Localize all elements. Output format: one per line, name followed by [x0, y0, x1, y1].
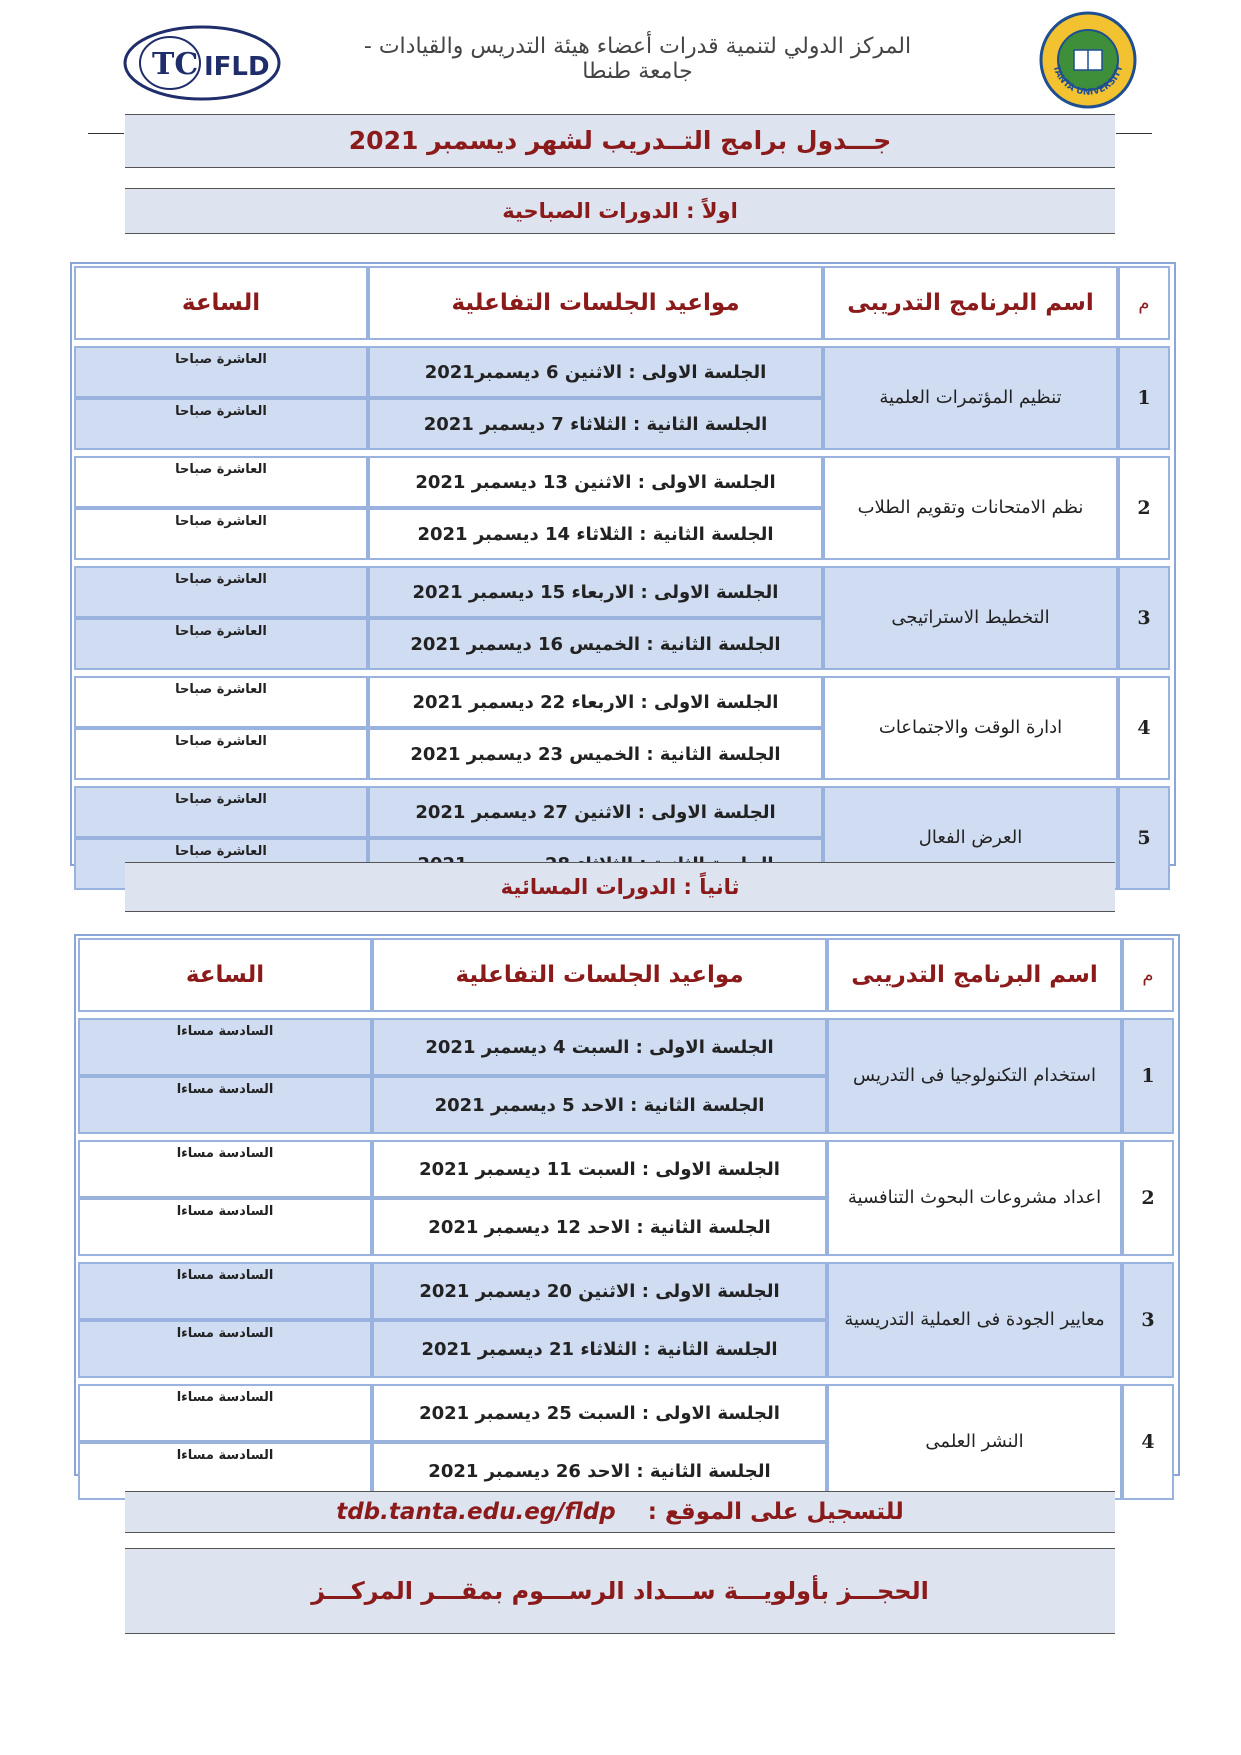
session-second: الجلسة الثانية : الاحد 26 ديسمبر 2021: [372, 1442, 827, 1500]
col-program-header: اسم البرنامج التدريبى: [823, 266, 1118, 340]
session-time: السادسة مساءا: [78, 1384, 372, 1442]
booking-note: الحجـــز بأولويـــة ســـداد الرســـوم بمقـــر المركـــز: [125, 1548, 1115, 1634]
program-name: تنظيم المؤتمرات العلمية: [823, 346, 1118, 450]
schedule-row: [78, 1018, 1174, 1076]
session-time: السادسة مساءا: [78, 1442, 372, 1500]
tanta-logo-text: TANTA UNIVERSITY: [1050, 64, 1126, 98]
session-first: الجلسة الاولى : الاثنين 13 ديسمبر 2021: [368, 456, 823, 508]
session-time: السادسة مساءا: [78, 1262, 372, 1320]
col-time-header: الساعة: [78, 938, 372, 1012]
schedule-row: [74, 566, 1170, 618]
morning-schedule-table: [74, 266, 1170, 890]
program-number: 1: [1118, 346, 1170, 450]
program-name: التخطيط الاستراتيجى: [823, 566, 1118, 670]
session-first: الجلسة الاولى : الاربعاء 22 ديسمبر 2021: [368, 676, 823, 728]
session-time: العاشرة صباحا: [74, 838, 368, 890]
session-second: الجلسة الثانية : الخميس 16 ديسمبر 2021: [368, 618, 823, 670]
session-time: السادسة مساءا: [78, 1140, 372, 1198]
session-first: الجلسة الاولى : السبت 11 ديسمبر 2021: [372, 1140, 827, 1198]
program-number: 2: [1122, 1140, 1174, 1256]
schedule-row: [78, 1140, 1174, 1198]
program-number: 3: [1118, 566, 1170, 670]
evening-schedule-table: [78, 938, 1174, 1500]
program-name: النشر العلمى: [827, 1384, 1122, 1500]
session-time: العاشرة صباحا: [74, 566, 368, 618]
session-second: الجلسة الثانية : الاحد 5 ديسمبر 2021: [372, 1076, 827, 1134]
schedule-row: [74, 786, 1170, 838]
session-second: الجلسة الثانية : الثلاثاء 21 ديسمبر 2021: [372, 1320, 827, 1378]
session-time: العاشرة صباحا: [74, 398, 368, 450]
program-number: 4: [1122, 1384, 1174, 1500]
col-num-header: م: [1118, 266, 1170, 340]
session-first: الجلسة الاولى : الاربعاء 15 ديسمبر 2021: [368, 566, 823, 618]
session-time: العاشرة صباحا: [74, 346, 368, 398]
session-first: الجلسة الاولى : السبت 4 ديسمبر 2021: [372, 1018, 827, 1076]
program-name: ادارة الوقت والاجتماعات: [823, 676, 1118, 780]
session-time: العاشرة صباحا: [74, 728, 368, 780]
col-sessions-header: مواعيد الجلسات التفاعلية: [372, 938, 827, 1012]
program-name: العرض الفعال: [823, 786, 1118, 890]
schedule-row: [78, 1262, 1174, 1320]
program-number: 2: [1118, 456, 1170, 560]
ifld-logo: [122, 24, 282, 102]
col-sessions-header: مواعيد الجلسات التفاعلية: [368, 266, 823, 340]
session-first: الجلسة الاولى : الاثنين 27 ديسمبر 2021: [368, 786, 823, 838]
registration-banner: [125, 1491, 1115, 1533]
registration-label: للتسجيل على الموقع :: [647, 1499, 904, 1525]
schedule-row: [78, 1384, 1174, 1442]
session-first: الجلسة الاولى : الاثنين 20 ديسمبر 2021: [372, 1262, 827, 1320]
session-time: العاشرة صباحا: [74, 456, 368, 508]
morning-header-row: [74, 266, 1170, 340]
tanta-university-logo: [1038, 10, 1138, 110]
program-number: 3: [1122, 1262, 1174, 1378]
session-time: السادسة مساءا: [78, 1076, 372, 1134]
program-name: نظم الامتحانات وتقويم الطلاب: [823, 456, 1118, 560]
ifld-logo-text: IFLD: [204, 52, 270, 82]
col-program-header: اسم البرنامج التدريبى: [827, 938, 1122, 1012]
title-rule-left: [88, 133, 124, 134]
session-second: الجلسة الثانية : الثلاثاء 14 ديسمبر 2021: [368, 508, 823, 560]
program-name: اعداد مشروعات البحوث التنافسية: [827, 1140, 1122, 1256]
program-number: 5: [1118, 786, 1170, 890]
session-time: السادسة مساءا: [78, 1198, 372, 1256]
session-second: الجلسة الثانية : الثلاثاء 7 ديسمبر 2021: [368, 398, 823, 450]
svg-text:TC: TC: [152, 47, 199, 82]
morning-section-title: اولاً : الدورات الصباحية: [125, 188, 1115, 234]
program-name: استخدام التكنولوجيا فى التدريس: [827, 1018, 1122, 1134]
org-name: المركز الدولي لتنمية قدرات أعضاء هيئة التدريس والقيادات - جامعة طنطا: [363, 34, 912, 84]
schedule-row: [74, 346, 1170, 398]
session-time: السادسة مساءا: [78, 1018, 372, 1076]
session-time: العاشرة صباحا: [74, 508, 368, 560]
program-number: 1: [1122, 1018, 1174, 1134]
program-name: معايير الجودة فى العملية التدريسية: [827, 1262, 1122, 1378]
session-time: العاشرة صباحا: [74, 618, 368, 670]
title-rule-right: [1116, 133, 1152, 134]
col-time-header: الساعة: [74, 266, 368, 340]
evening-header-row: [78, 938, 1174, 1012]
session-first: الجلسة الاولى : الاثنين 6 ديسمبر2021: [368, 346, 823, 398]
session-second: الجلسة الثانية : الاحد 12 ديسمبر 2021: [372, 1198, 827, 1256]
schedule-row: [74, 676, 1170, 728]
registration-url[interactable]: tdb.tanta.edu.eg/fldp: [336, 1499, 616, 1525]
schedule-row: [74, 456, 1170, 508]
session-time: العاشرة صباحا: [74, 676, 368, 728]
session-second: الجلسة الثانية : الخميس 23 ديسمبر 2021: [368, 728, 823, 780]
page-title: جـــدول برامج التــدريب لشهر ديسمبر 2021: [125, 114, 1115, 168]
session-time: العاشرة صباحا: [74, 786, 368, 838]
program-number: 4: [1118, 676, 1170, 780]
col-num-header: م: [1122, 938, 1174, 1012]
session-first: الجلسة الاولى : السبت 25 ديسمبر 2021: [372, 1384, 827, 1442]
evening-section-title: ثانياً : الدورات المسائية: [125, 862, 1115, 912]
session-time: السادسة مساءا: [78, 1320, 372, 1378]
